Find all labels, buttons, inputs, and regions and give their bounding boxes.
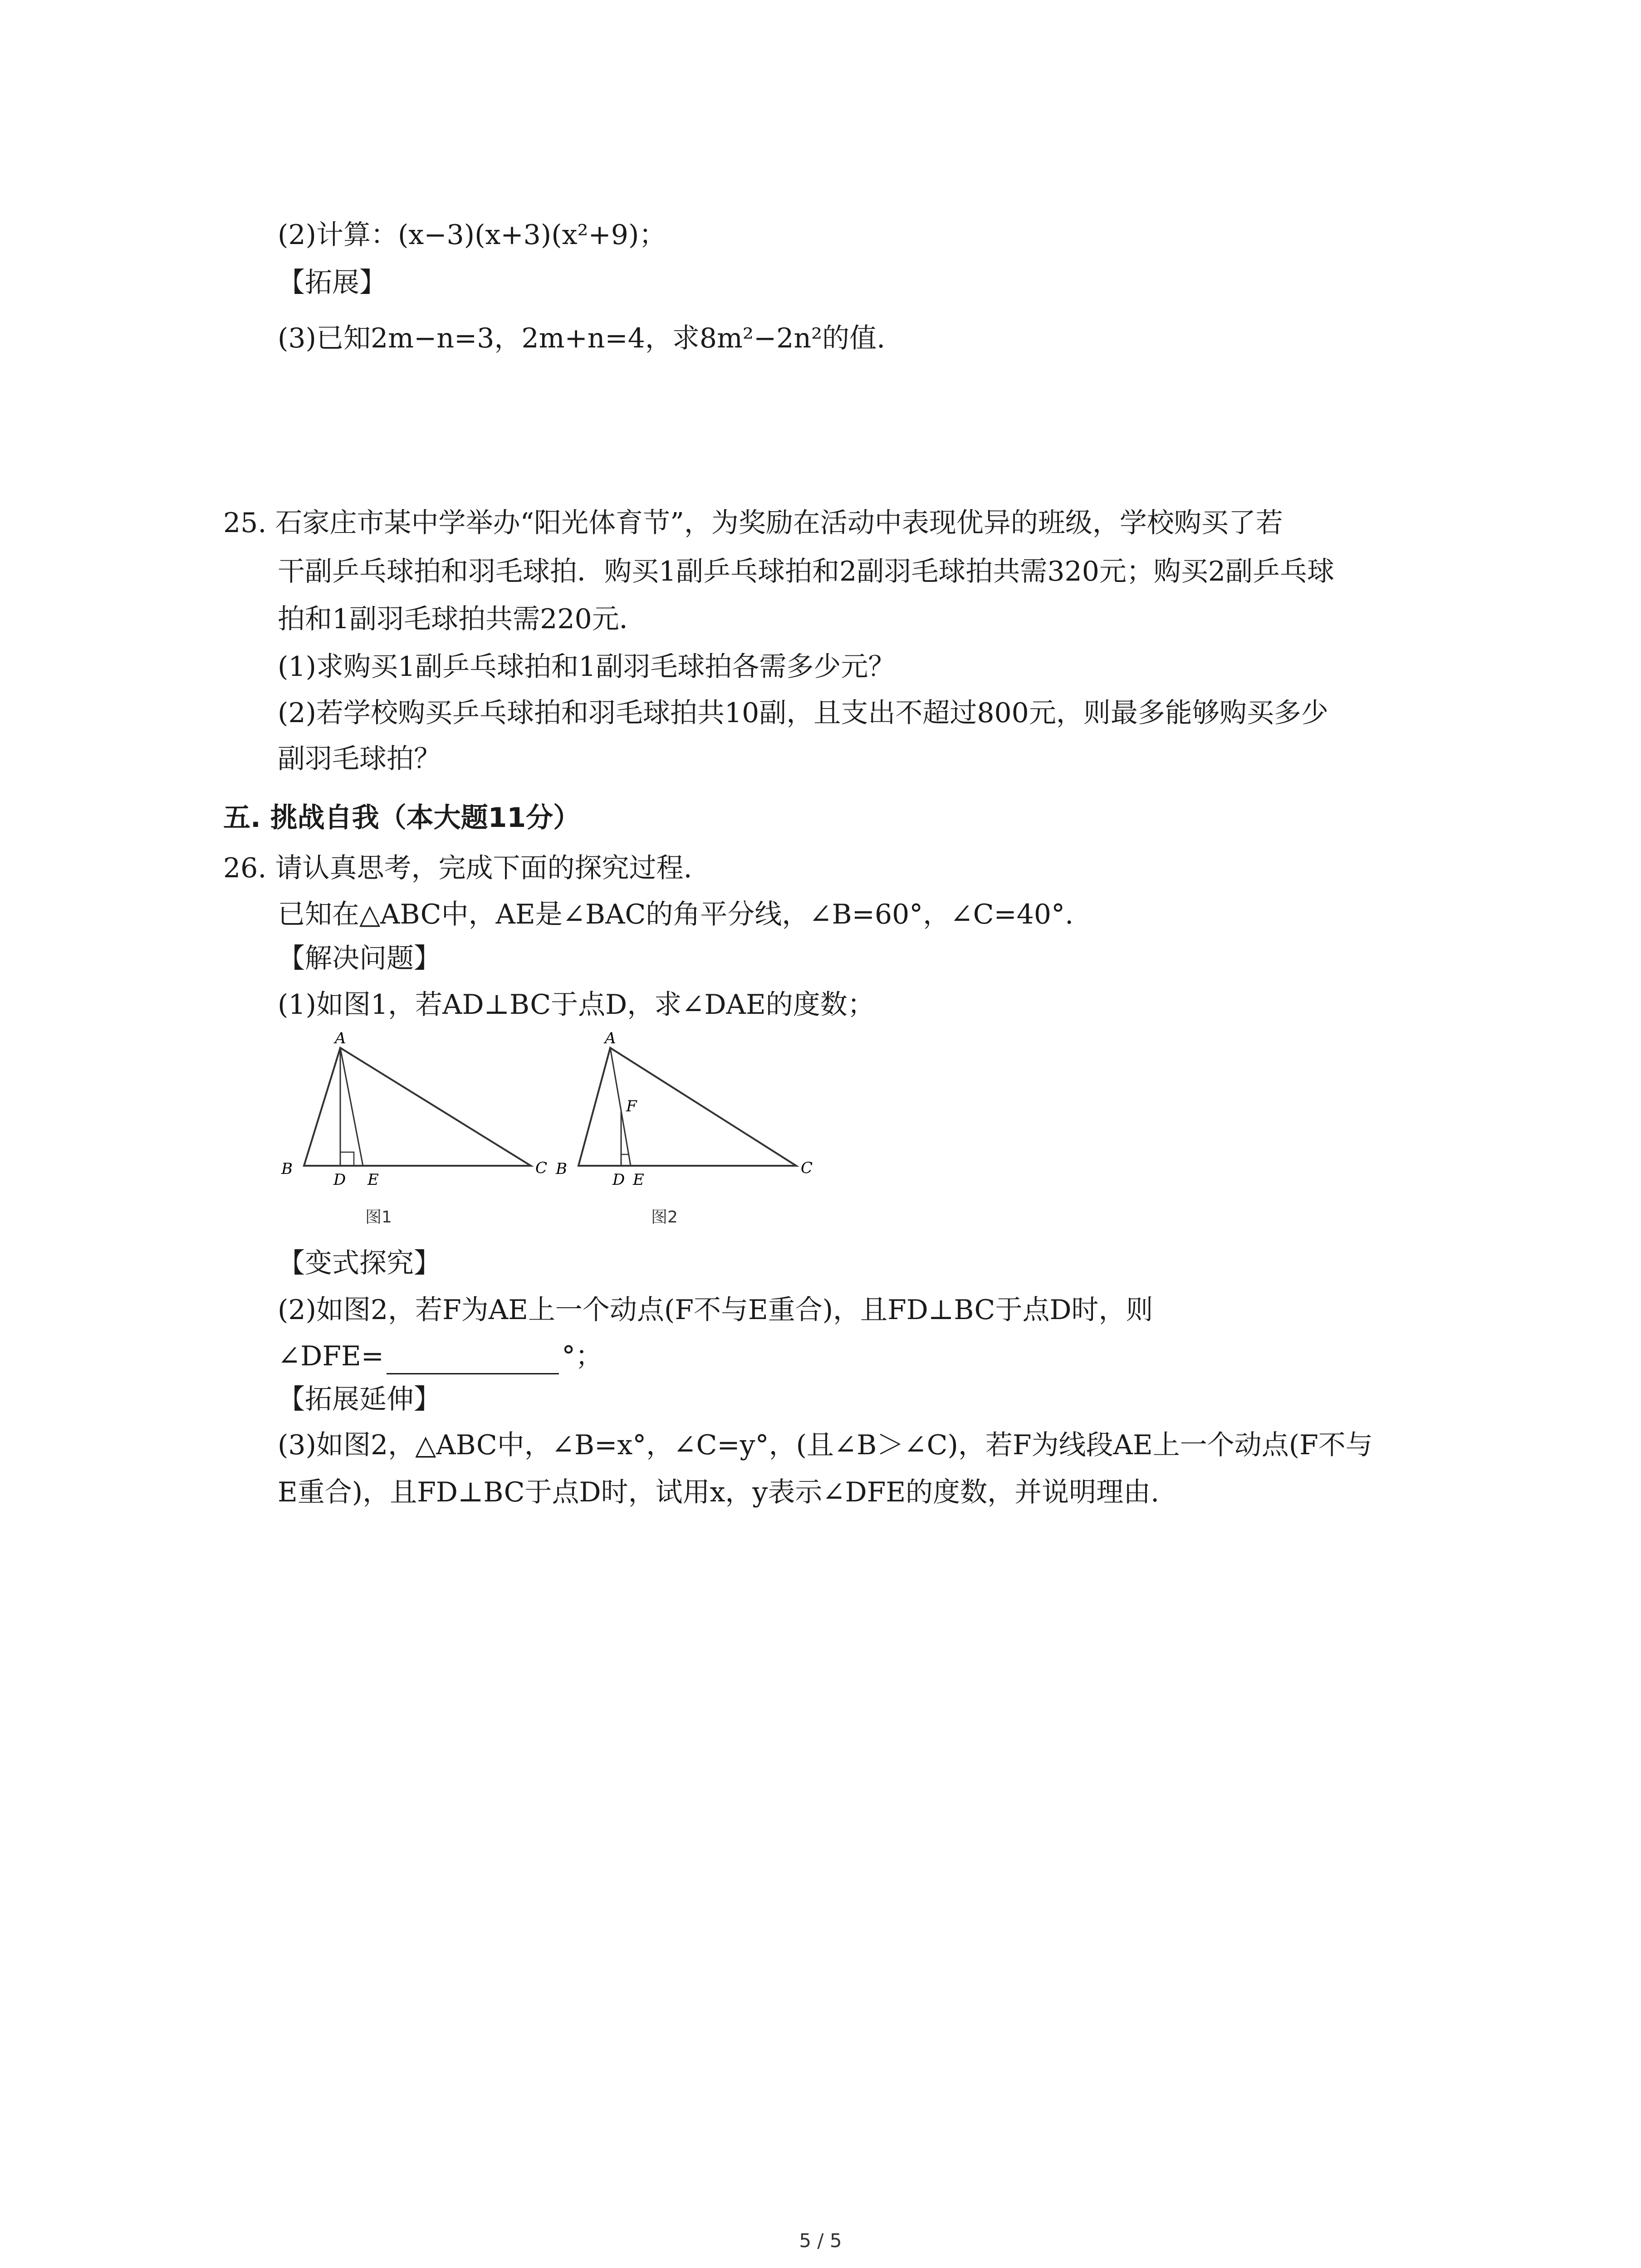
q25-part2b: 副羽毛球拍？ — [278, 743, 441, 775]
q25-part1: (1)求购买1副乒乓球拍和1副羽毛球拍各需多少元？ — [278, 651, 896, 683]
q26-part3b: E重合)，且FD⊥BC于点D时，试用x，y表示∠DFE的度数，并说明理由. — [278, 1476, 1160, 1508]
q26-part2b-suffix: °； — [562, 1340, 603, 1372]
page-number: 5 / 5 — [799, 2229, 842, 2252]
q24-part3: (3)已知2m−n=3，2m+n=4，求8m²−2n²的值. — [278, 323, 886, 354]
section-5-title: 五. 挑战自我（本大题11分） — [223, 802, 581, 834]
label-b: B — [556, 1160, 567, 1178]
triangle-abc — [304, 1048, 531, 1166]
q25-part2a: (2)若学校购买乒乓球拍和羽毛球拍共10副，且支出不超过800元，则最多能够购买多少 — [278, 697, 1328, 729]
triangle-abc — [578, 1048, 796, 1166]
label-d: D — [333, 1171, 346, 1189]
label-e: E — [367, 1171, 379, 1189]
figure-2-caption: 图2 — [651, 1208, 678, 1227]
figure-1-diagram — [277, 1029, 549, 1189]
label-e: E — [633, 1171, 644, 1189]
answer-blank[interactable] — [387, 1346, 559, 1374]
figure-2-diagram — [551, 1029, 823, 1189]
q26-tag-variant: 【变式探究】 — [278, 1247, 441, 1279]
q24-part2: (2)计算：(x−3)(x+3)(x²+9)； — [278, 219, 666, 251]
label-a: A — [605, 1029, 616, 1047]
q24-extension-tag: 【拓展】 — [278, 267, 387, 298]
q26-tag-solve: 【解决问题】 — [278, 943, 441, 974]
q26-part3a: (3)如图2，△ABC中，∠B=x°，∠C=y°，(且∠B＞∠C)，若F为线段AE上一个动点(F不与 — [278, 1429, 1373, 1461]
q26-line1: 26. 请认真思考，完成下面的探究过程. — [223, 852, 692, 884]
label-f: F — [626, 1097, 637, 1115]
label-b: B — [281, 1160, 293, 1178]
label-a: A — [335, 1029, 346, 1047]
q25-line1: 25. 石家庄市某中学举办“阳光体育节”，为奖励在活动中表现优异的班级，学校购买了若 — [223, 507, 1283, 539]
q26-line2: 已知在△ABC中，AE是∠BAC的角平分线，∠B=60°，∠C=40°. — [278, 899, 1074, 930]
figure-1-caption: 图1 — [365, 1208, 392, 1227]
q26-part2b — [278, 1338, 603, 1374]
q25-line2: 干副乒乓球拍和羽毛球拍．购买1副乒乓球拍和2副羽毛球拍共需320元；购买2副乒乓球 — [278, 556, 1335, 587]
label-c: C — [535, 1159, 548, 1177]
right-angle-mark — [340, 1152, 354, 1166]
label-c: C — [801, 1159, 813, 1177]
q26-part2b-prefix: ∠DFE= — [278, 1340, 384, 1372]
q25-line3: 拍和1副羽毛球拍共需220元． — [278, 603, 647, 635]
q26-part1: (1)如图1，若AD⊥BC于点D，求∠DAE的度数； — [278, 989, 875, 1021]
q26-part2a: (2)如图2，若F为AE上一个动点(F不与E重合)，且FD⊥BC于点D时，则 — [278, 1294, 1153, 1326]
bisector-ae — [340, 1048, 363, 1166]
label-d: D — [612, 1171, 625, 1189]
q26-tag-extension: 【拓展延伸】 — [278, 1383, 441, 1415]
